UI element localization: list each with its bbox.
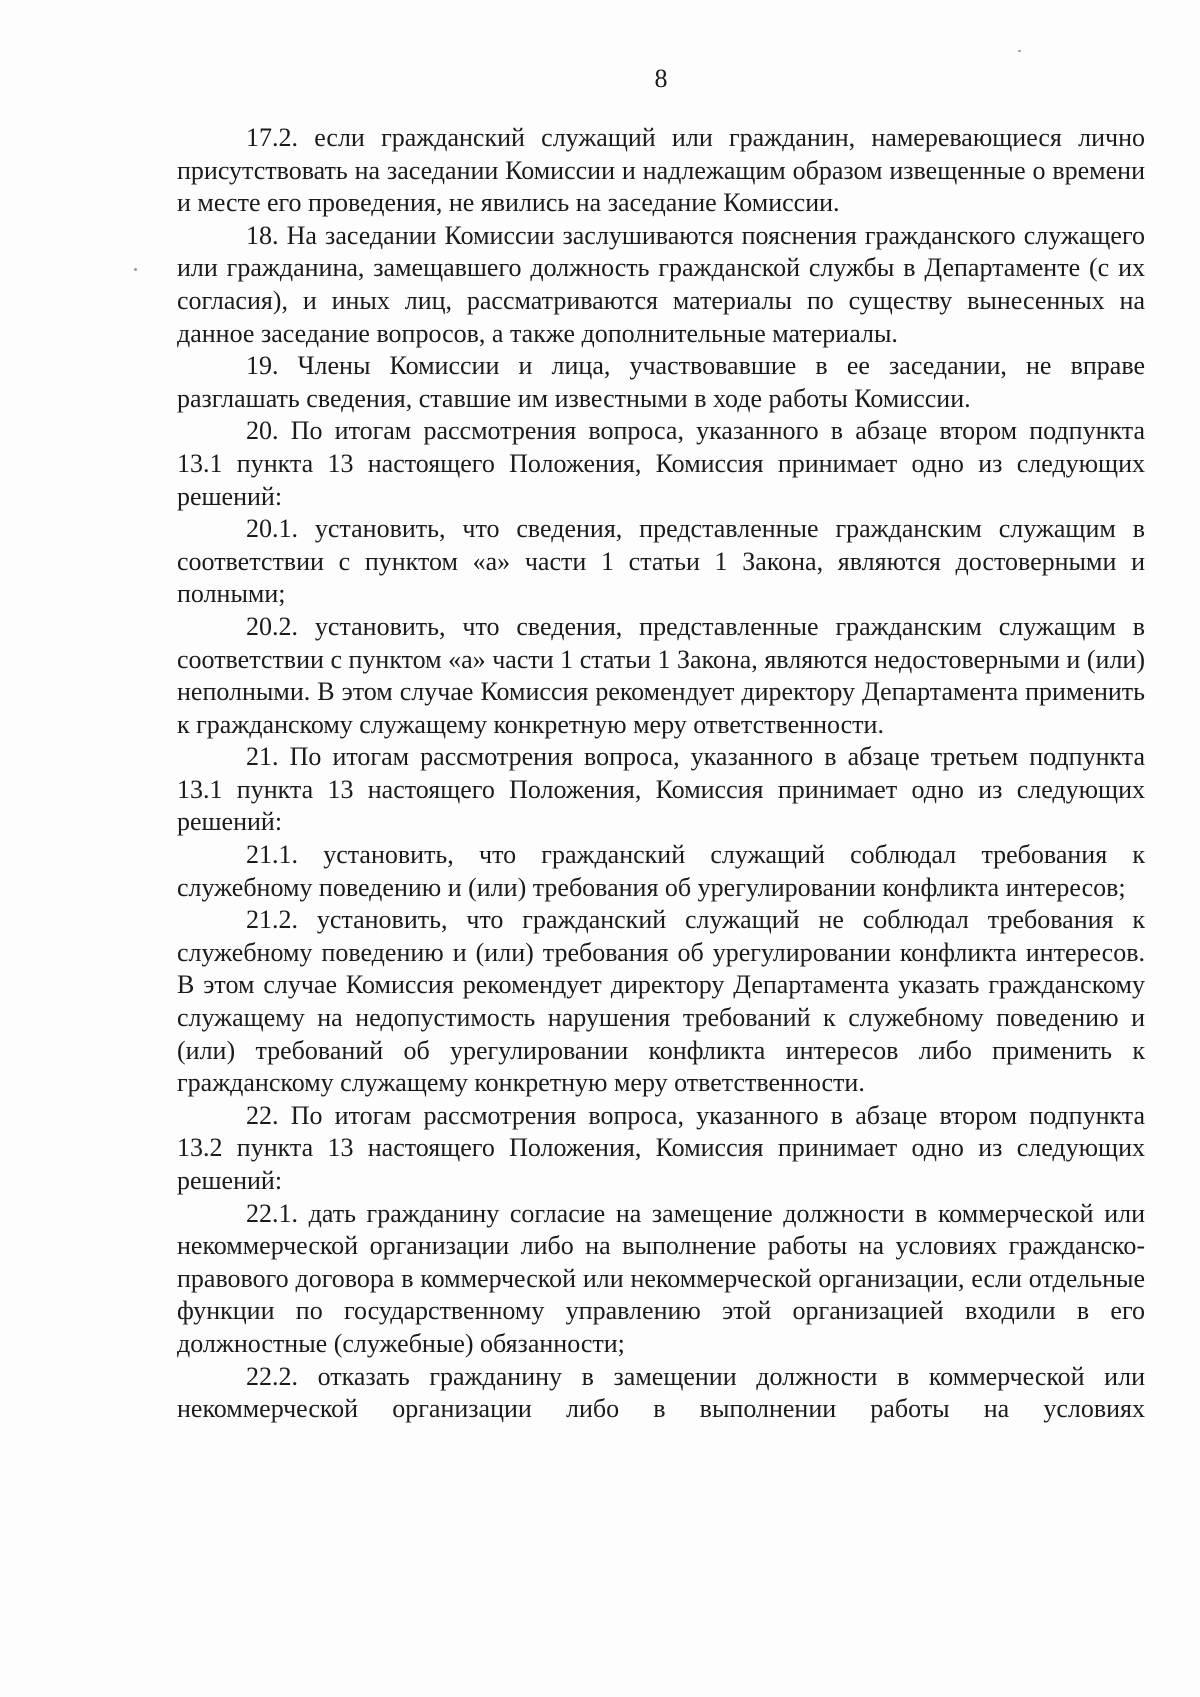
scan-speck xyxy=(1018,50,1021,52)
paragraph-19: 19. Члены Комиссии и лица, участвовавшие в ее заседании, не вправе разглашать сведения, ставшие им известными в ходе работы Комиссии. xyxy=(177,351,1145,413)
scan-speck xyxy=(134,268,137,271)
paragraph-17-2: 17.2. если гражданский служащий или гражданин, намеревающиеся лично присутствовать на заседании Комиссии и надлежащим образом извещенные о времени и месте его проведения, не явились на заседание Комиссии. xyxy=(177,123,1145,218)
document-body xyxy=(177,122,1145,1426)
page-number: 8 xyxy=(654,64,668,93)
paragraph-20: 20. По итогам рассмотрения вопроса, указанного в абзаце втором подпункта 13.1 пункта 13 настоящего Положения, Комиссия принимает одно из следующих решений: xyxy=(177,416,1145,511)
paragraph-20-2: 20.2. установить, что сведения, представленные гражданским служащим в соответствии с пунктом «а» части 1 статьи 1 Закона, являются недостоверными и (или) неполными. В этом случае Комиссия рекомендует директору Департамента применить к гражданскому служащему конкретную меру ответственности. xyxy=(177,611,1145,739)
paragraph-22-1: 22.1. дать гражданину согласие на замещение должности в коммерческой или некоммерческой организации либо на выполнение работы на условиях гражданско-правового договора в коммерческой или некоммерческой организации, если отдельные функции по государственному управлению этой организацией входили в его должностные (служебные) обязанности; xyxy=(177,1198,1145,1358)
paragraph-18: 18. На заседании Комиссии заслушиваются пояснения гражданского служащего или гражданина, замещавшего должность гражданской службы в Департаменте (с их согласия), и иных лиц, рассматриваются материалы по существу вынесенных на данное заседание вопросов, а также дополнительные материалы. xyxy=(177,220,1145,348)
paragraph-21: 21. По итогам рассмотрения вопроса, указанного в абзаце третьем подпункта 13.1 пункта 13 настоящего Положения, Комиссия принимает одно из следующих решений: xyxy=(177,742,1145,837)
paragraph-22: 22. По итогам рассмотрения вопроса, указанного в абзаце втором подпункта 13.2 пункта 13 настоящего Положения, Комиссия принимает одно из следующих решений: xyxy=(177,1100,1145,1195)
paragraph-20-1: 20.1. установить, что сведения, представленные гражданским служащим в соответствии с пунктом «а» части 1 статьи 1 Закона, являются достоверными и полными; xyxy=(177,514,1145,609)
paragraph-21-2: 21.2. установить, что гражданский служащий не соблюдал требования к служебному поведению и (или) требования об урегулировании конфликта интересов. В этом случае Комиссия рекомендует директору Департамента указать гражданскому служащему на недопустимость нарушения требований к служебному поведению и (или) требований об урегулировании конфликта интересов либо применить к гражданскому служащему конкретную меру ответственности. xyxy=(177,905,1145,1098)
paragraph-21-1: 21.1. установить, что гражданский служащий соблюдал требования к служебному поведению и (или) требования об урегулировании конфликта интересов; xyxy=(177,840,1145,902)
paragraph-22-2: 22.2. отказать гражданину в замещении должности в коммерческой или некоммерческой организации либо в выполнении работы на условиях xyxy=(177,1361,1145,1424)
